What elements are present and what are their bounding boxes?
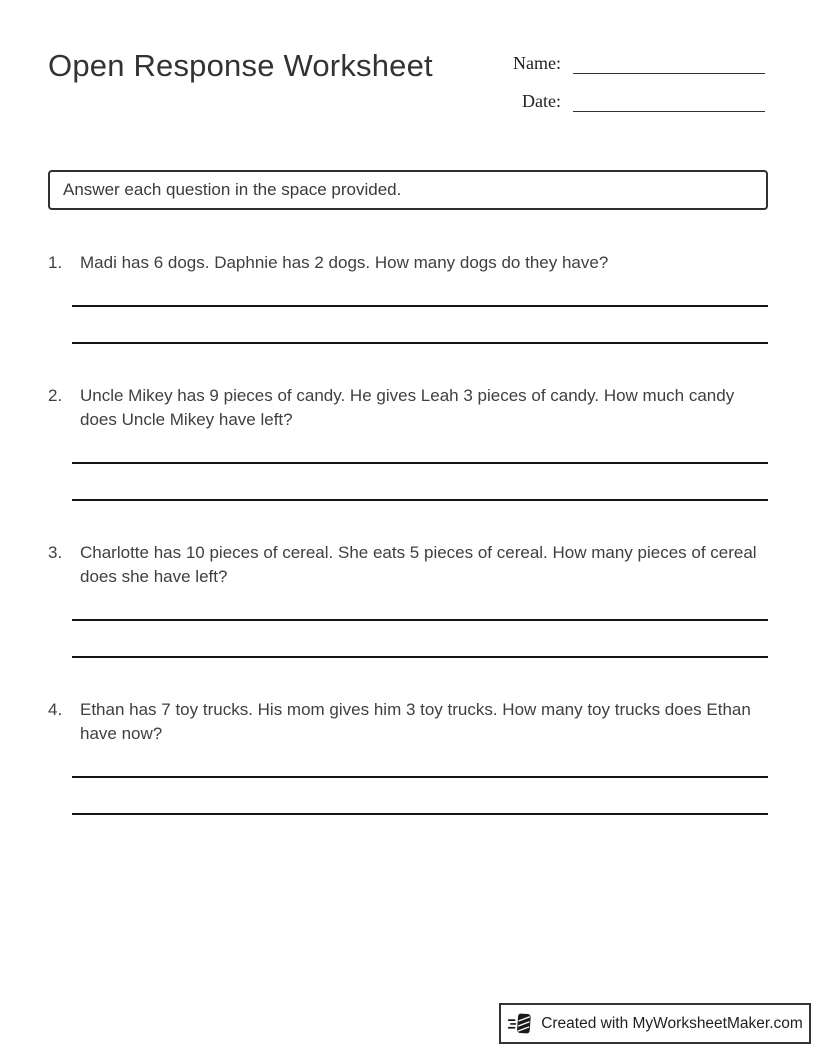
question-number: 3. xyxy=(48,543,63,562)
question-number: 4. xyxy=(48,700,63,719)
question-text: Ethan has 7 toy trucks. His mom gives him 3 toy trucks. How many toy trucks does Ethan have now? xyxy=(80,700,751,743)
question-item-1 xyxy=(48,251,768,275)
question-text: Madi has 6 dogs. Daphnie has 2 dogs. How many dogs do they have? xyxy=(80,253,609,272)
date-fill-line xyxy=(573,88,765,112)
answer-line xyxy=(72,462,768,464)
question-number: 2. xyxy=(48,386,63,405)
question-item-3 xyxy=(48,541,768,589)
date-field-row xyxy=(505,88,765,112)
name-field-row xyxy=(505,50,765,74)
answer-line xyxy=(72,342,768,344)
question-text: Charlotte has 10 pieces of cereal. She eats 5 pieces of cereal. How many pieces of cereal does she have left? xyxy=(80,543,757,586)
answer-line xyxy=(72,619,768,621)
footer-credit-text: Created with MyWorksheetMaker.com xyxy=(541,1014,803,1032)
instructions-box xyxy=(48,170,768,210)
answer-line xyxy=(72,813,768,815)
instructions-text: Answer each question in the space provided. xyxy=(63,180,402,199)
date-label: Date: xyxy=(522,91,561,111)
question-item-2 xyxy=(48,384,768,432)
answer-line xyxy=(72,305,768,307)
worksheet-maker-logo-icon xyxy=(507,1010,534,1037)
name-label: Name: xyxy=(513,53,561,73)
name-fill-line xyxy=(573,50,765,74)
question-number: 1. xyxy=(48,253,63,272)
question-item-4 xyxy=(48,698,768,746)
header-fields xyxy=(505,50,765,126)
answer-line xyxy=(72,656,768,658)
page-title: Open Response Worksheet xyxy=(48,48,433,83)
question-text: Uncle Mikey has 9 pieces of candy. He gives Leah 3 pieces of candy. How much candy does Uncle Mikey have left? xyxy=(80,386,735,429)
answer-line xyxy=(72,499,768,501)
question-list xyxy=(48,251,768,815)
answer-line xyxy=(72,776,768,778)
footer-credit-box xyxy=(499,1003,811,1044)
